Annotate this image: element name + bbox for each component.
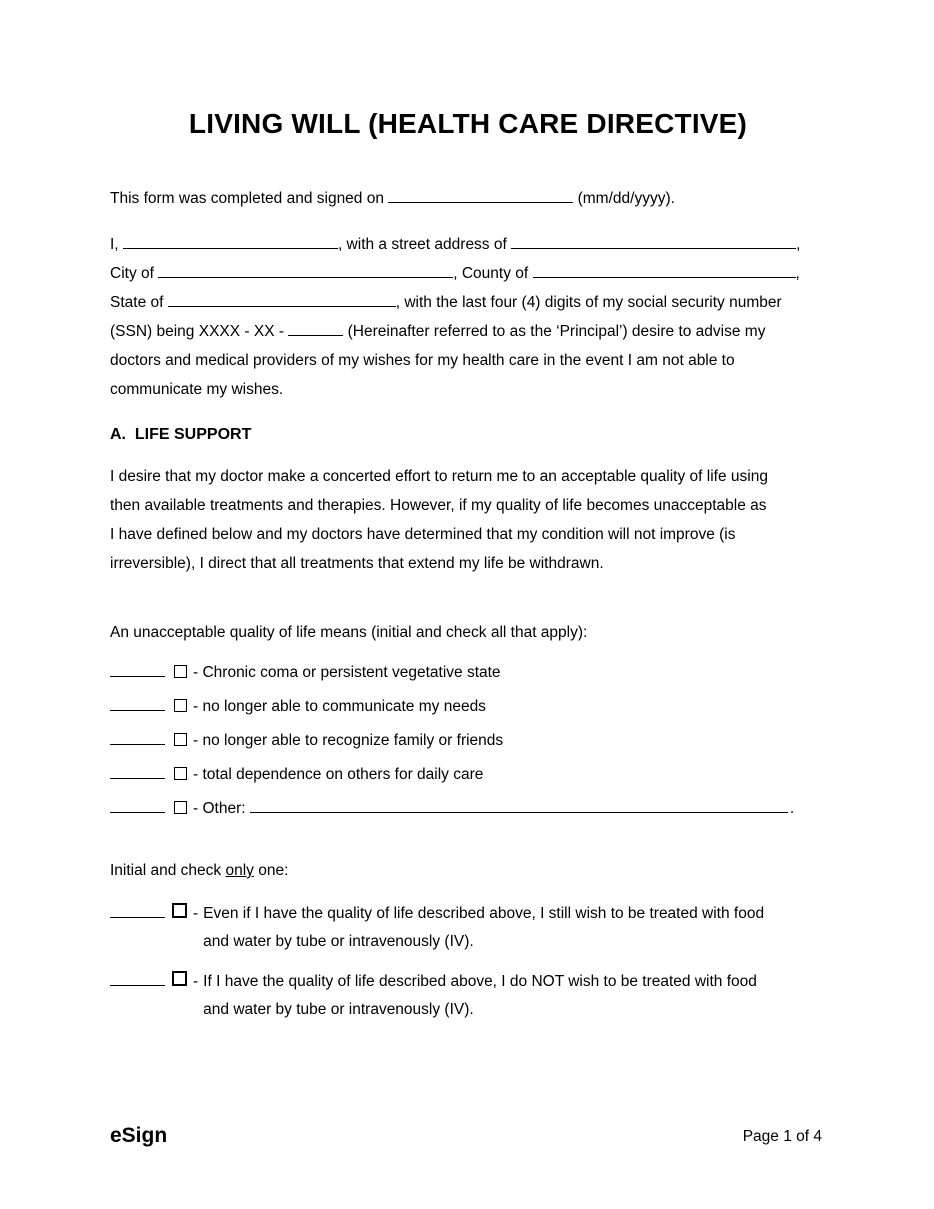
- date-line-suffix: (mm/dd/yyyy).: [577, 190, 675, 207]
- checklist-item-other: [110, 792, 826, 826]
- checklist-item-label: - no longer able to communicate my needs: [193, 698, 486, 715]
- name-blank-field[interactable]: [123, 235, 338, 249]
- checklist-item-label: - Chronic coma or persistent vegetative state: [193, 664, 501, 681]
- checklist-item-communicate-needs: [110, 690, 826, 724]
- option-line-2: and water by tube or intravenously (IV).: [203, 1001, 474, 1018]
- date-blank-field[interactable]: [388, 189, 573, 203]
- city-blank-field[interactable]: [158, 264, 453, 278]
- single-choice-intro-text: Initial and check: [110, 862, 226, 879]
- initials-blank-field[interactable]: [110, 697, 165, 711]
- initials-blank-field[interactable]: [110, 731, 165, 745]
- other-description-blank-field[interactable]: [250, 799, 788, 813]
- intro-text: I,: [110, 236, 119, 253]
- intro-text: (SSN) being XXXX - XX -: [110, 323, 285, 340]
- checkbox-icon[interactable]: [174, 699, 187, 712]
- paragraph-line: I desire that my doctor make a concerted effort to return me to an acceptable quality of life using: [110, 468, 768, 485]
- option-dash: -: [193, 973, 199, 990]
- initials-blank-field[interactable]: [110, 904, 165, 918]
- single-choice-intro: [110, 860, 826, 882]
- checkbox-icon[interactable]: [172, 903, 187, 918]
- option-dash: -: [193, 905, 199, 922]
- principal-intro-paragraph: [110, 230, 826, 404]
- checkbox-icon[interactable]: [174, 665, 187, 678]
- ssn-last-four-blank-field[interactable]: [288, 322, 343, 336]
- intro-line-1: [110, 230, 826, 259]
- intro-line-4: [110, 317, 826, 346]
- state-blank-field[interactable]: [168, 293, 396, 307]
- paragraph-line: I have defined below and my doctors have determined that my condition will not improve (is: [110, 526, 736, 543]
- intro-line-6: communicate my wishes.: [110, 381, 284, 398]
- esign-logo: eSign: [110, 1124, 168, 1147]
- initials-blank-field[interactable]: [110, 663, 165, 677]
- checkbox-icon[interactable]: [174, 801, 187, 814]
- life-support-paragraph: [110, 462, 826, 578]
- only-underlined-word: only: [225, 862, 254, 879]
- intro-text: , with a street address of: [337, 236, 507, 253]
- other-item-period: .: [789, 800, 795, 817]
- checkbox-icon[interactable]: [172, 971, 187, 986]
- paragraph-line: irreversible), I direct that all treatments that extend my life be withdrawn.: [110, 555, 604, 572]
- intro-text: City of: [110, 265, 154, 282]
- checklist-item-recognize-family: [110, 724, 826, 758]
- initials-blank-field[interactable]: [110, 799, 165, 813]
- option-line-2: and water by tube or intravenously (IV).: [203, 933, 474, 950]
- intro-line-5: doctors and medical providers of my wishes for my health care in the event I am not able to: [110, 352, 735, 369]
- option-line-1: Even if I have the quality of life described above, I still wish to be treated with food: [203, 905, 765, 922]
- checklist-item-label: - total dependence on others for daily care: [193, 766, 484, 783]
- option-label: [203, 900, 764, 956]
- intro-text: ,: [796, 236, 801, 253]
- quality-of-life-checklist: [110, 656, 826, 826]
- county-blank-field[interactable]: [533, 264, 796, 278]
- checklist-item-total-dependence: [110, 758, 826, 792]
- single-choice-intro-text: one:: [253, 862, 289, 879]
- intro-text: , with the last four (4) digits of my social security number: [395, 294, 782, 311]
- option-do-not-wish-treatment: [110, 968, 826, 1024]
- initials-blank-field[interactable]: [110, 765, 165, 779]
- checklist-intro: An unacceptable quality of life means (initial and check all that apply):: [110, 624, 588, 641]
- checklist-item-label: - no longer able to recognize family or friends: [193, 732, 504, 749]
- checklist-item-label: - Other:: [193, 800, 246, 817]
- option-still-wish-treatment: [110, 900, 826, 956]
- initials-blank-field[interactable]: [110, 972, 165, 986]
- checkbox-icon[interactable]: [174, 767, 187, 780]
- paragraph-line: then available treatments and therapies. However, if my quality of life becomes unacceptable as: [110, 497, 767, 514]
- intro-text: State of: [110, 294, 164, 311]
- date-line: [110, 188, 826, 210]
- checkbox-icon[interactable]: [174, 733, 187, 746]
- food-water-options: [110, 900, 826, 1036]
- intro-line-2: [110, 259, 826, 288]
- intro-text: ,: [795, 265, 800, 282]
- option-line-1: If I have the quality of life described above, I do NOT wish to be treated with food: [203, 973, 757, 990]
- page-indicator: Page 1 of 4: [742, 1128, 822, 1145]
- intro-line-3: [110, 288, 826, 317]
- page-title: LIVING WILL (HEALTH CARE DIRECTIVE): [188, 108, 748, 139]
- intro-text: , County of: [453, 265, 529, 282]
- street-address-blank-field[interactable]: [511, 235, 796, 249]
- option-label: [203, 968, 757, 1024]
- date-line-prefix: This form was completed and signed on: [110, 190, 384, 207]
- section-a-heading: A. LIFE SUPPORT: [110, 426, 252, 443]
- intro-text: (Hereinafter referred to as the ‘Principal’) desire to advise my: [347, 323, 766, 340]
- checklist-item-chronic-coma: [110, 656, 826, 690]
